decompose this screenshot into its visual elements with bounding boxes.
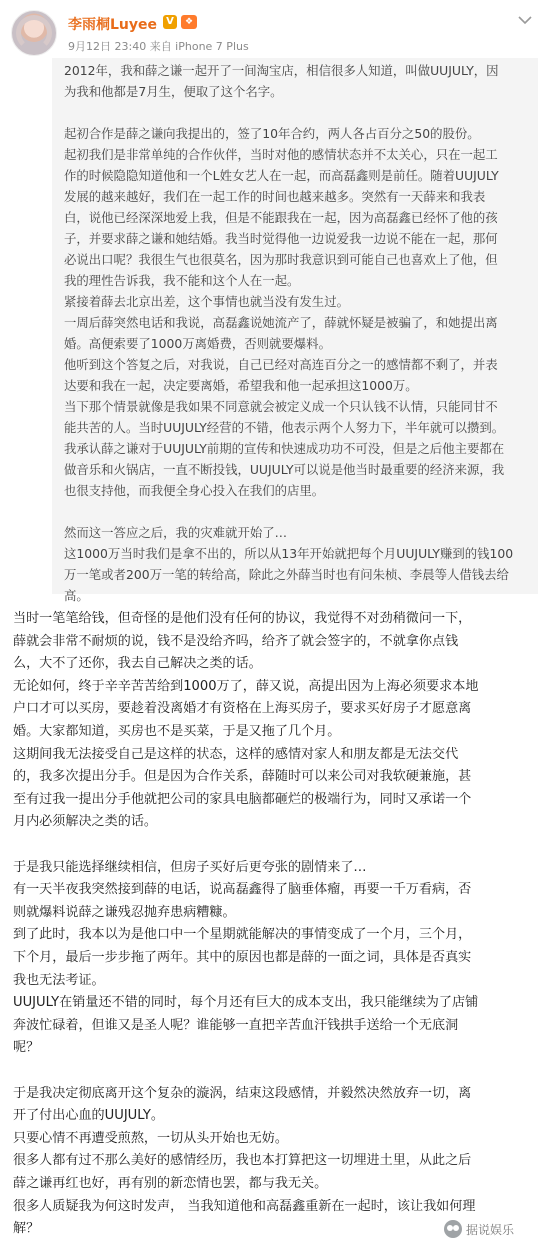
body-line: 婚。大家都知道，买房也不是买菜，于是又拖了几个月。 (13, 724, 341, 739)
quote-line: 紧接着薛去北京出差，这个事情也就当没有发生过。 (64, 294, 349, 309)
quote-line: 做音乐和火锅店，一直不断投钱，UUJULY可以说是他当时最重要的经济来源，我 (64, 462, 505, 477)
wechat-icon (444, 1220, 462, 1238)
body-line: 开了付出心血的UUJULY。 (13, 1108, 164, 1124)
quote-line: 这1000万当时我们是拿不出的，所以从13年开始就把每个月UUJULY赚到的钱100 (64, 546, 514, 561)
quote-line: 起初我们是非常单纯的合作伙伴，当时对他的感情状态并不太关心，只在一起工 (64, 147, 498, 162)
body-line: 有一天半夜我突然接到薛的电话，说高磊鑫得了脑垂体瘤，再要一千万看病，否 (13, 882, 472, 898)
quote-line: 他听到这个答复之后，对我说，自己已经对高连百分之一的感情都不剩了，并表 (64, 357, 498, 372)
quote-line: 必说出口呢？我很生气也很莫名，因为那时我意识到可能自己也喜欢上了他，但 (64, 252, 498, 267)
author-name[interactable]: 李雨桐Luyee (68, 17, 158, 33)
body-line: 则就爆料说薛之谦残忍抛弃患病糟糠。 (13, 904, 236, 920)
avatar-image (16, 15, 52, 51)
quote-line: 起初合作是薛之谦向我提出的，签了10年合约，两人各占百分之50的股份。 (64, 126, 480, 141)
body-line: 薛之谦再红也好，再有别的新恋情也罢，都与我无关。 (13, 1176, 328, 1191)
body-line: 无论如何，终于辛辛苦苦给到1000万了，薛又说，高提出因为上海必须要求本地 (13, 678, 479, 694)
body-line: 薛就会非常不耐烦的说，钱不是没给齐吗，给齐了就会签字的，不就拿你点钱 (13, 633, 459, 649)
body-line: 的，我多次提出分手。但是因为合作关系，薛随时可以来公司对我软硬兼施，甚 (13, 769, 472, 785)
quote-line: 高。 (64, 588, 89, 603)
body-line: 户口才可以买房，要趁着没离婚才有资格在上海买房子，要求买好房子才愿意离 (13, 701, 472, 717)
post-header (0, 0, 547, 62)
body-line: 呢？ (13, 1040, 40, 1056)
quote-line: 子，并要求薛之谦和她结婚。我当时觉得他一边说爱我一边说不能在一起，那何 (64, 231, 498, 246)
body-line: 解？ (13, 1221, 40, 1237)
body-line: 到了此时，我本以为是他口中一个星期就能解决的事情变成了一个月，三个月， (13, 927, 472, 943)
body-line: 下个月，最后一步步拖了两年。其中的原因也都是薛的一面之词，具体是否真实 (13, 950, 472, 965)
watermark (442, 1218, 542, 1240)
quote-line: 达要和我在一起，决定要离婚，希望我和他一起承担这1000万。 (64, 378, 418, 393)
post-timestamp: 9月12日 23:40 来自 iPhone 7 Plus (68, 40, 249, 53)
avatar[interactable] (11, 10, 57, 56)
body-line: 我也无法考证。 (13, 972, 105, 988)
quote-line: 一周后薛突然电话和我说，高磊鑫说她流产了，薛就怀疑是被骗了，和她提出离 (64, 315, 498, 330)
chevron-down-icon[interactable] (517, 14, 533, 26)
quote-line: 发展的越来越好，我们在一起工作的时间也越来越多。突然有一天薛来和我表 (64, 189, 486, 204)
body-line: 至有过我一提出分手他就把公司的家具电脑都砸烂的极端行为，同时又承诺一个 (13, 791, 472, 807)
quote-line: 我承认薛之谦对于UUJULY前期的宣传和快速成功功不可没，但是之后他主要都在 (64, 441, 505, 456)
watermark-text: 据说娱乐 (466, 1223, 515, 1237)
body-line: 于是我决定彻底离开这个复杂的漩涡，结束这段感情，并毅然决然放弃一切，离 (13, 1085, 472, 1101)
quote-line: 我的理性告诉我，我不能和这个人在一起。 (64, 273, 300, 288)
body-line: 当时一笔笔给钱，但奇怪的是他们没有任何的协议，我觉得不对劲稍微问一下， (13, 611, 472, 626)
quote-line: 婚。高便索要了1000万离婚费，否则就要爆料。 (64, 336, 331, 351)
body-line: 么，大不了还你，我去自己解决之类的话。 (13, 656, 262, 672)
quote-line: 然而这一答应之后，我的灾难就开始了… (64, 525, 288, 540)
body-line: 奔波忙碌着，但谁又是圣人呢？谁能够一直把辛苦血汗钱拱手送给一个无底洞 (13, 1017, 459, 1033)
quote-line: 万一笔或者200万一笔的转给高，除此之外薛当时也有问朱桢、李晨等人借钱去给 (64, 567, 509, 582)
body-line: 只要心情不再遭受煎熬，一切从头开始也无妨。 (13, 1130, 288, 1146)
body-line: 很多人质疑我为何这时发声， 当我知道他和高磊鑫重新在一起时，该让我如何理 (13, 1198, 476, 1214)
quote-line: 白，说他已经深深地爱上我，但是不能跟我在一起，因为高磊鑫已经怀了他的孩 (64, 210, 498, 225)
quote-line: 为我和他都是7月生，便取了这个名字。 (64, 84, 283, 99)
body-line: 很多人都有过不那么美好的感情经历，我也本打算把这一切埋进土里，从此之后 (13, 1153, 472, 1169)
quote-line: 能共苦的人。当时UUJULY经营的不错，他表示两个人努力下，半年就可以攒到。 (64, 420, 505, 435)
quote-line: 作的时候隐隐知道他和一个L姓女艺人在一起，而高磊鑫则是前任。随着UUJULY (64, 168, 499, 183)
body-line: UUJULY在销量还不错的同时，每个月还有巨大的成本支出，我只能继续为了店铺 (13, 995, 479, 1011)
body-line: 月内必须解决之类的话。 (13, 814, 158, 830)
quote-line: 也很支持他，而我便全身心投入在我们的店里。 (64, 483, 325, 498)
body-line: 于是我只能选择继续相信，但房子买好后更夸张的剧情来了… (13, 859, 367, 875)
level-badge-icon: ❖ (181, 15, 197, 29)
verified-badge: V (163, 15, 177, 29)
quote-line: 2012年，我和薛之谦一起开了一间淘宝店，相信很多人知道，叫做UUJULY，因 (64, 63, 499, 78)
body-line: 这期间我无法接受自己是这样的状态，这样的感情对家人和朋友都是无法交代 (13, 746, 459, 762)
quote-line: 当下那个情景就像是我如果不同意就会被定义成一个只认钱不认情，只能同甘不 (64, 399, 498, 414)
